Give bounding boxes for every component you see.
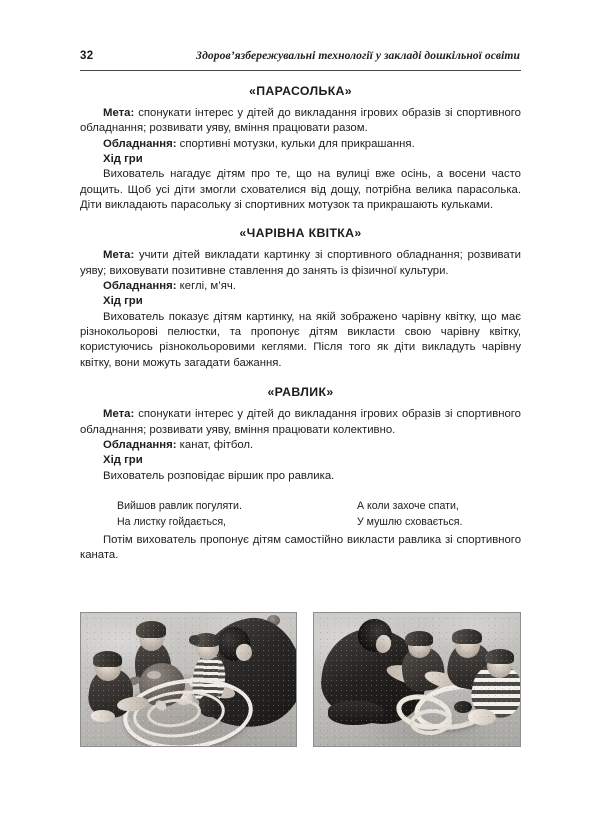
equipment-label: Обладнання: <box>103 438 177 451</box>
closing-paragraph: Потім вихователь пропонує дітям самостійно викласти равлика зі спортивного каната. <box>80 533 521 562</box>
course-heading <box>80 152 521 167</box>
course-paragraph: Вихователь показує дітям картинку, на якій зображено чарівну квітку, що має різнокольорові пелюстки, та пропонує дітям викласти свою чарівну квітку, користуючись різнокольоровими кеглями. Після того як діти викладуть чарівну квітку, вони можуть загадати бажання. <box>80 310 521 369</box>
poem-block <box>80 498 521 533</box>
meta-text: учити дітей викладати картинку зі спортивного обладнання; розвивати уяву; виховувати позитивне ставлення до занять із фізичної культури. <box>80 249 521 277</box>
poem-column-left <box>117 498 242 531</box>
photo-children-rope-snail-with-fitball <box>80 612 297 747</box>
game-title: «РАВЛИК» <box>267 385 334 400</box>
course-label: Хід гри <box>103 454 143 467</box>
equipment-text: спортивні мотузки, кульки для прикрашання. <box>176 137 415 150</box>
page-body <box>80 80 521 564</box>
course-label: Хід гри <box>103 153 143 166</box>
meta-text: спонукати інтерес у дітей до викладання ігрових образів зі спортивного обладнання; розвивати уяву, вміння працювати разом. <box>80 107 521 135</box>
equipment-text: канат, фітбол. <box>176 438 254 451</box>
equipment-label: Обладнання: <box>103 137 177 150</box>
game-section-parasolka <box>80 80 521 213</box>
equipment-paragraph <box>80 279 521 294</box>
equipment-paragraph <box>80 137 521 152</box>
course-paragraph: Вихователь нагадує дітям про те, що на вулиці вже осінь, а восени часто дощить. Щоб усі діти змогли схователися від дощу, потрібна велика парасолька. Діти викладають парасольку зі спортивних мотузок та прикрашають кульками. <box>80 168 521 212</box>
poem-line: У мушлю сховається. <box>357 516 463 529</box>
poem-column-right <box>357 498 462 531</box>
running-head-title: Здоров’язбережувальні технології у закладі дошкільної освіти <box>196 49 520 62</box>
meta-paragraph <box>80 248 521 279</box>
game-section-ravlyk <box>80 371 521 563</box>
meta-paragraph <box>80 106 521 137</box>
meta-label: Мета: <box>103 408 135 421</box>
photo-children-rope-snail-group <box>313 612 521 747</box>
poem-line: На листку гойдається, <box>117 516 226 529</box>
course-heading <box>80 453 521 468</box>
game-title: «ПАРАСОЛЬКА» <box>249 84 352 98</box>
meta-paragraph <box>80 407 521 438</box>
photo-row <box>80 612 521 749</box>
equipment-label: Обладнання: <box>103 280 177 293</box>
meta-text: спонукати інтерес у дітей до викладання ігрових образів зі спортивного обладнання; розвивати уяву, вміння працювати колективно. <box>80 408 521 436</box>
meta-label: Мета: <box>103 249 135 262</box>
poem-line: А коли захоче спати, <box>357 499 459 512</box>
course-label: Хід гри <box>103 295 143 308</box>
running-header <box>80 49 520 71</box>
photo-grain <box>81 613 296 746</box>
course-heading <box>80 294 521 309</box>
meta-label: Мета: <box>103 107 135 119</box>
photo-grain <box>314 613 520 746</box>
game-section-charivna-kvitka <box>80 213 521 371</box>
course-paragraph: Вихователь розповідає віршик про равлика. <box>103 469 335 482</box>
game-title: «ЧАРІВНА КВІТКА» <box>239 226 362 241</box>
poem-line: Вийшов равлик погуляти. <box>117 499 242 512</box>
header-divider <box>80 70 521 71</box>
page-number: 32 <box>80 50 94 62</box>
equipment-text: кеглі, м’яч. <box>176 280 236 293</box>
equipment-paragraph <box>80 438 521 453</box>
